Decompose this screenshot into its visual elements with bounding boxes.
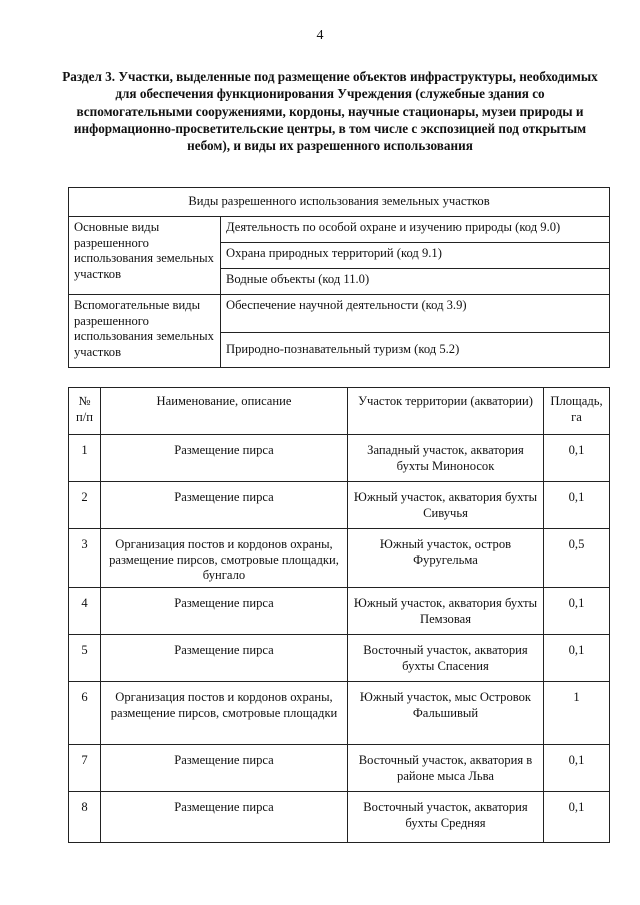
row-name: Размещение пирса: [101, 435, 348, 482]
land-use-table: [68, 187, 610, 368]
row-size: 0,1: [544, 482, 610, 529]
row-size: 0,1: [544, 745, 610, 792]
row-number: 5: [69, 635, 101, 682]
table-row: [69, 745, 610, 792]
row-area: Восточный участок, акватория в районе мыса Льва: [348, 745, 544, 792]
row-name: Размещение пирса: [101, 635, 348, 682]
table-row: [69, 682, 610, 745]
row-size: 0,1: [544, 588, 610, 635]
row-area: Южный участок, акватория бухты Пемзовая: [348, 588, 544, 635]
row-number: 7: [69, 745, 101, 792]
row-area: Восточный участок, акватория бухты Средняя: [348, 792, 544, 843]
row-area: Западный участок, акватория бухты Миноносок: [348, 435, 544, 482]
table-row: [69, 635, 610, 682]
row-number: 2: [69, 482, 101, 529]
main-use-item: Деятельность по особой охране и изучению природы (код 9.0): [221, 217, 610, 243]
row-number: 3: [69, 529, 101, 588]
row-number: 4: [69, 588, 101, 635]
main-use-item: Водные объекты (код 11.0): [221, 269, 610, 295]
page-number: 4: [316, 28, 324, 43]
table-row: [69, 529, 610, 588]
row-size: 0,1: [544, 635, 610, 682]
table-row: [69, 792, 610, 843]
row-name: Организация постов и кордонов охраны, размещение пирсов, смотровые площадки: [101, 682, 348, 745]
row-area: Южный участок, акватория бухты Сивучья: [348, 482, 544, 529]
row-number: 1: [69, 435, 101, 482]
auxiliary-use-item: Обеспечение научной деятельности (код 3.9): [221, 295, 610, 333]
land-use-table-header: Виды разрешенного использования земельных участков: [69, 188, 610, 217]
row-name: Размещение пирса: [101, 482, 348, 529]
row-name: Размещение пирса: [101, 588, 348, 635]
table-row: [69, 588, 610, 635]
main-use-item: Охрана природных территорий (код 9.1): [221, 243, 610, 269]
column-header-number: № п/п: [69, 388, 101, 435]
plots-table: [68, 387, 610, 843]
table-row: [69, 482, 610, 529]
section-heading: Раздел 3. Участки, выделенные под размещение объектов инфраструктуры, необходимых для обеспечения функционирования Учреждения (служебные здания со вспомогательными сооружениями, кордоны, научные стационары, музеи природы и информационно-просветительские центры, в том числе с экспозицией под открытым небом), и виды их разрешенного использования: [62, 69, 598, 154]
row-name: Размещение пирса: [101, 745, 348, 792]
row-name: Размещение пирса: [101, 792, 348, 843]
auxiliary-use-item: Природно-познавательный туризм (код 5.2): [221, 333, 610, 368]
row-size: 0,1: [544, 435, 610, 482]
column-header-size: Площадь, га: [544, 388, 610, 435]
row-area: Южный участок, мыс Островок Фальшивый: [348, 682, 544, 745]
column-header-area: Участок территории (акватории): [348, 388, 544, 435]
row-size: 0,1: [544, 792, 610, 843]
row-size: 1: [544, 682, 610, 745]
row-number: 6: [69, 682, 101, 745]
auxiliary-uses-title: Вспомогательные виды разрешенного использования земельных участков: [69, 295, 221, 368]
row-area: Южный участок, остров Фуругельма: [348, 529, 544, 588]
row-number: 8: [69, 792, 101, 843]
main-uses-title: Основные виды разрешенного использования земельных участков: [69, 217, 221, 295]
row-area: Восточный участок, акватория бухты Спасения: [348, 635, 544, 682]
table-row: [69, 435, 610, 482]
row-size: 0,5: [544, 529, 610, 588]
column-header-name: Наименование, описание: [101, 388, 348, 435]
row-name: Организация постов и кордонов охраны, размещение пирсов, смотровые площадки, бунгало: [101, 529, 348, 588]
